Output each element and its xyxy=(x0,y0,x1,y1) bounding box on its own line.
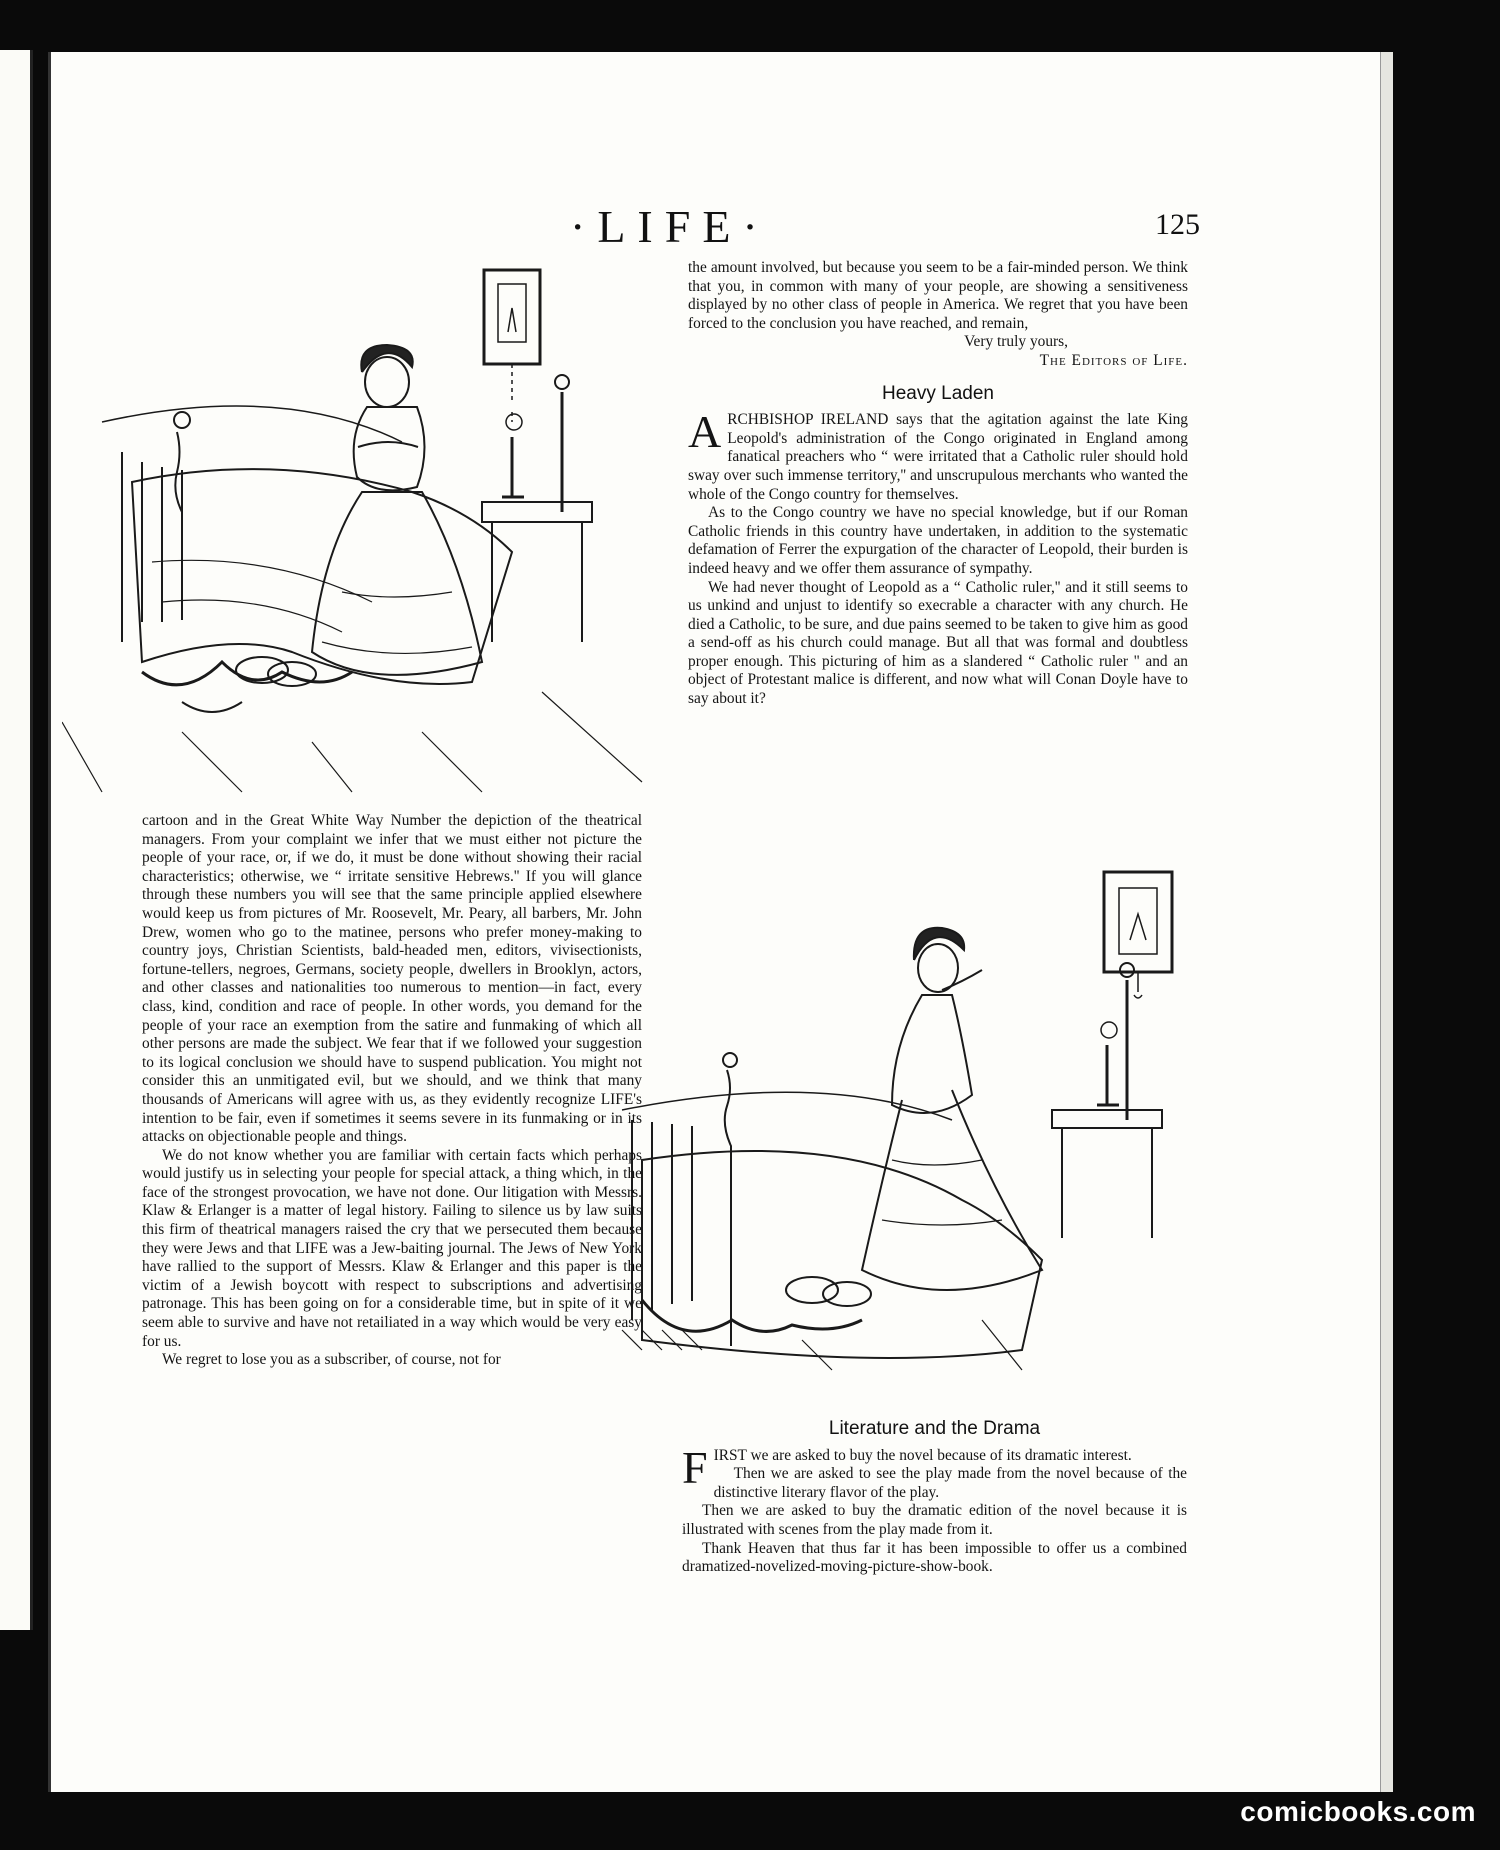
masthead: ·LIFE· xyxy=(570,201,770,252)
letter-paragraph-2: We do not know whether you are familiar with certain facts which perhaps would justify us in selecting your people for special attack, a thing which, in the face of the strongest provocation, we have not done. Our litigation with Messrs. Klaw & Erlanger is a matter of legal history. Failing to silence us by law suits this firm of theatrical managers raised the cry that we persecuted them because they were Jews and that LIFE was a Jew-baiting journal. The Jews of New York have rallied to the support of Messrs. Klaw & Erlanger and this paper is the victim of a Jewish boycott with respect to subscriptions and advertising patronage. This has been going on for a considerable time, but in spite of it we seem able to survive and have not retailiated in a way which would be very easy for us. xyxy=(142,1146,642,1350)
literature-paragraph-4: Thank Heaven that thus far it has been impossible to offer us a combined dramatized-novelized-moving-picture-show-book. xyxy=(682,1539,1187,1576)
dropcap-f: F xyxy=(682,1441,708,1493)
cartoon-woman-on-bed-bottom xyxy=(602,860,1182,1390)
literature-article xyxy=(682,1406,1187,1577)
page-number: 125 xyxy=(1155,208,1200,241)
heavy-laden-paragraph-2: As to the Congo country we have no special knowledge, but if our Roman Catholic friends in this country have undertaken, in addition to the systematic defamation of Ferrer the expurgation of the character of Leopold, their burden is indeed heavy and we offer them assurance of sympathy. xyxy=(688,504,1188,577)
letter-paragraph-3: We regret to lose you as a subscriber, of course, not for xyxy=(162,1351,501,1369)
letter-paragraph-1: cartoon and in the Great White Way Number the depiction of the theatrical managers. From your complaint we infer that we must either not picture the people of your race, or, if we do, it must be done without showing their racial characteristics; otherwise, we “ irritate sensitive Hebrews.'' If you will glance through these numbers you will see that the same principle applied elsewhere would keep us from pictures of Mr. Roosevelt, Mr. Peary, all barbers, Mr. John Drew, women who go to the matinee, persons who prefer money-making to country joys, Christian Scientists, bald-headed men, editors, vivisectionists, fortune-tellers, negroes, Germans, society people, dwellers in Brooklyn, actors, and other classes and nationalities too numerous to mention—in fact, every class, kind, condition and race of people. In other words, you demand for the people of your race an exemption from the satire and funmaking of which all other persons are made the subject. We fear that if we followed your suggestion to its logical conclusion we should have to suspend publication. You might not consider this an unmitigated evil, but we should, and we think that many thousands of Americans will agree with us, as they evidently recognize LIFE's intention to be fair, even if sometimes it seems severe in its funmaking or in its attacks on objectionable people and things. xyxy=(142,812,642,1146)
site-watermark: comicbooks.com xyxy=(1240,1796,1476,1827)
letter-body-column xyxy=(142,812,642,1370)
page-edge xyxy=(1380,52,1393,1792)
letter-conclusion xyxy=(688,259,1188,709)
letter-signature: The Editors of Life. xyxy=(1039,351,1188,369)
literature-text-1: IRST we are asked to buy the novel because of its dramatic interest. xyxy=(713,1446,1132,1464)
dropcap-a: A xyxy=(688,406,722,458)
letter-text: the amount involved, but because you seem to be a fair-minded person. We think that you, in common with many of your people, are showing a sensitiveness displayed by no other class of people in America. We regret that you have been forced to the conclusion you have reached, and remain, xyxy=(688,259,1188,332)
previous-page-edge xyxy=(0,50,33,1630)
literature-paragraph-2: Then we are asked to see the play made from the novel because of the distinctive literary flavor of the play. xyxy=(713,1465,1187,1501)
article-title-literature: Literature and the Drama xyxy=(828,1418,1041,1439)
heavy-laden-text-1: RCHBISHOP IRELAND says that the agitation against the late King Leopold's administration of the Congo originated in England among fanatical preachers who “ were irritated that a Catholic ruler should hold sway over such immense territory,'' and unscrupulous merchants who wanted the whole of the Congo country for themselves. xyxy=(688,411,1188,503)
letter-closing: Very truly yours, xyxy=(964,333,1068,351)
article-title-heavy-laden: Heavy Laden xyxy=(882,382,994,404)
cartoon-woman-on-bed-top xyxy=(62,262,662,802)
literature-paragraph-3: Then we are asked to buy the dramatic edition of the novel because it is illustrated with scenes from the play made from it. xyxy=(682,1502,1187,1538)
heavy-laden-paragraph-1 xyxy=(688,406,1188,504)
heavy-laden-paragraph-3: We had never thought of Leopold as a “ Catholic ruler,'' and it still seems to us unkind and unjust to identify so execrable a character with any church. He died a Catholic, to be sure, and due pains seemed to be taken to give him as good a send-off as his church could manage. But all that was formal and doubtless proper enough. This picturing of him as a slandered “ Catholic ruler '' and an object of Protestant malice is different, and now what will Conan Doyle have to say about it? xyxy=(688,578,1188,708)
